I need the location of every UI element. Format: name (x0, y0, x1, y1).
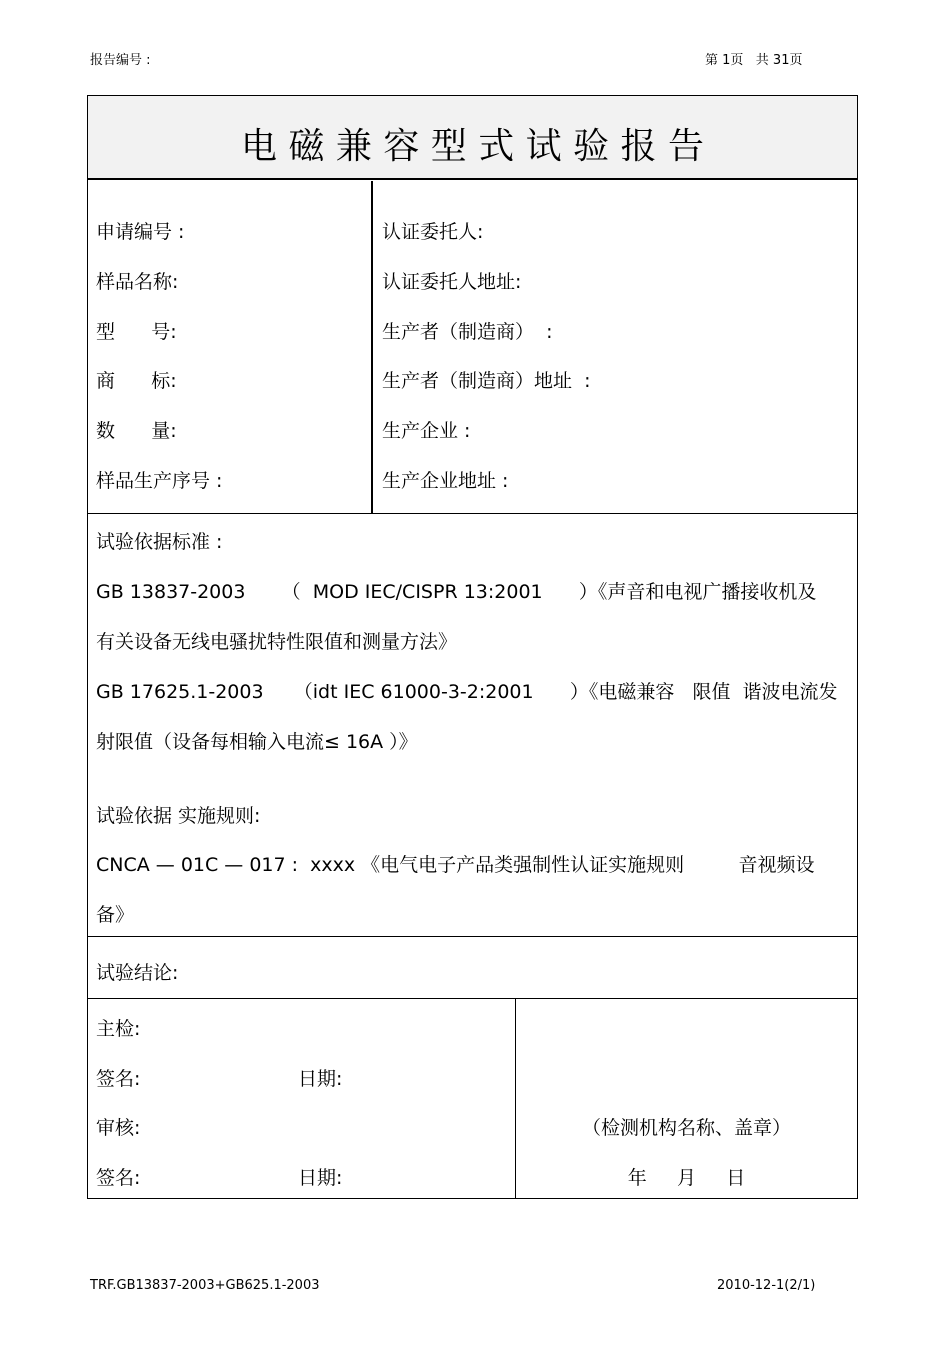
implementation-rules-line-2: 备》 (96, 904, 135, 926)
conclusion-bottom-rule (88, 998, 857, 999)
implementation-rules-label: 试验依据 实施规则: (96, 805, 261, 827)
form-code: TRF.GB13837-2003+GB625.1-2003 (90, 1278, 320, 1293)
factory-label: 生产企业 : (382, 420, 471, 442)
reviewer-signature-label: 签名: (96, 1167, 141, 1189)
standard-2-line-2: 射限值（设备每相输入电流≤ 16A ）》 (96, 731, 418, 753)
page-title: 电 磁 兼 容 型 式 试 验 报 告 (241, 126, 704, 167)
info-divider (371, 181, 373, 514)
model-label: 型 号: (96, 321, 177, 343)
applicant-address-label: 认证委托人地址: (382, 271, 522, 293)
quantity-label: 数 量: (96, 420, 177, 442)
standard-1-line-2: 有关设备无线电骚扰特性限值和测量方法》 (96, 631, 458, 653)
org-stamp-label: （检测机构名称、盖章） (581, 1117, 791, 1139)
form-version: 2010-12-1(2/1) (717, 1278, 816, 1293)
applicant-label: 认证委托人: (382, 221, 484, 243)
page-info: 第 1页 共 31页 (705, 53, 803, 68)
info-bottom-rule (88, 513, 857, 514)
standard-1-line-1: GB 13837-2003 （ MOD IEC/CISPR 13:2001 ）《声音和电视广播接收机及 (96, 581, 817, 603)
inspector-label: 主检: (96, 1018, 141, 1040)
standards-label: 试验依据标准 : (96, 531, 223, 553)
implementation-rules-line-1: CNCA — 01C — 017 : xxxx 《电气电子产品类强制性认证实施规则 音视频设 (96, 854, 815, 876)
sample-serial-label: 样品生产序号 : (96, 470, 223, 492)
standard-2-line-1: GB 17625.1-2003 （idt IEC 61000-3-2:2001 ）《电磁兼容 限值 谐波电流发 (96, 681, 838, 703)
report-number-label: 报告编号 : (90, 53, 151, 68)
application-number-label: 申请编号 : (96, 221, 185, 243)
manufacturer-address-label: 生产者（制造商）地址 : (382, 370, 591, 392)
reviewer-date-label: 日期: (298, 1167, 343, 1189)
conclusion-label: 试验结论: (96, 962, 179, 984)
manufacturer-label: 生产者（制造商） : (382, 321, 553, 343)
standards-bottom-rule (88, 936, 857, 937)
inspector-date-label: 日期: (298, 1068, 343, 1090)
factory-address-label: 生产企业地址 : (382, 470, 509, 492)
date-ymd-label: 年 月 日 (627, 1167, 746, 1189)
reviewer-label: 审核: (96, 1117, 141, 1139)
sample-name-label: 样品名称: (96, 271, 179, 293)
inspector-signature-label: 签名: (96, 1068, 141, 1090)
trademark-label: 商 标: (96, 370, 177, 392)
